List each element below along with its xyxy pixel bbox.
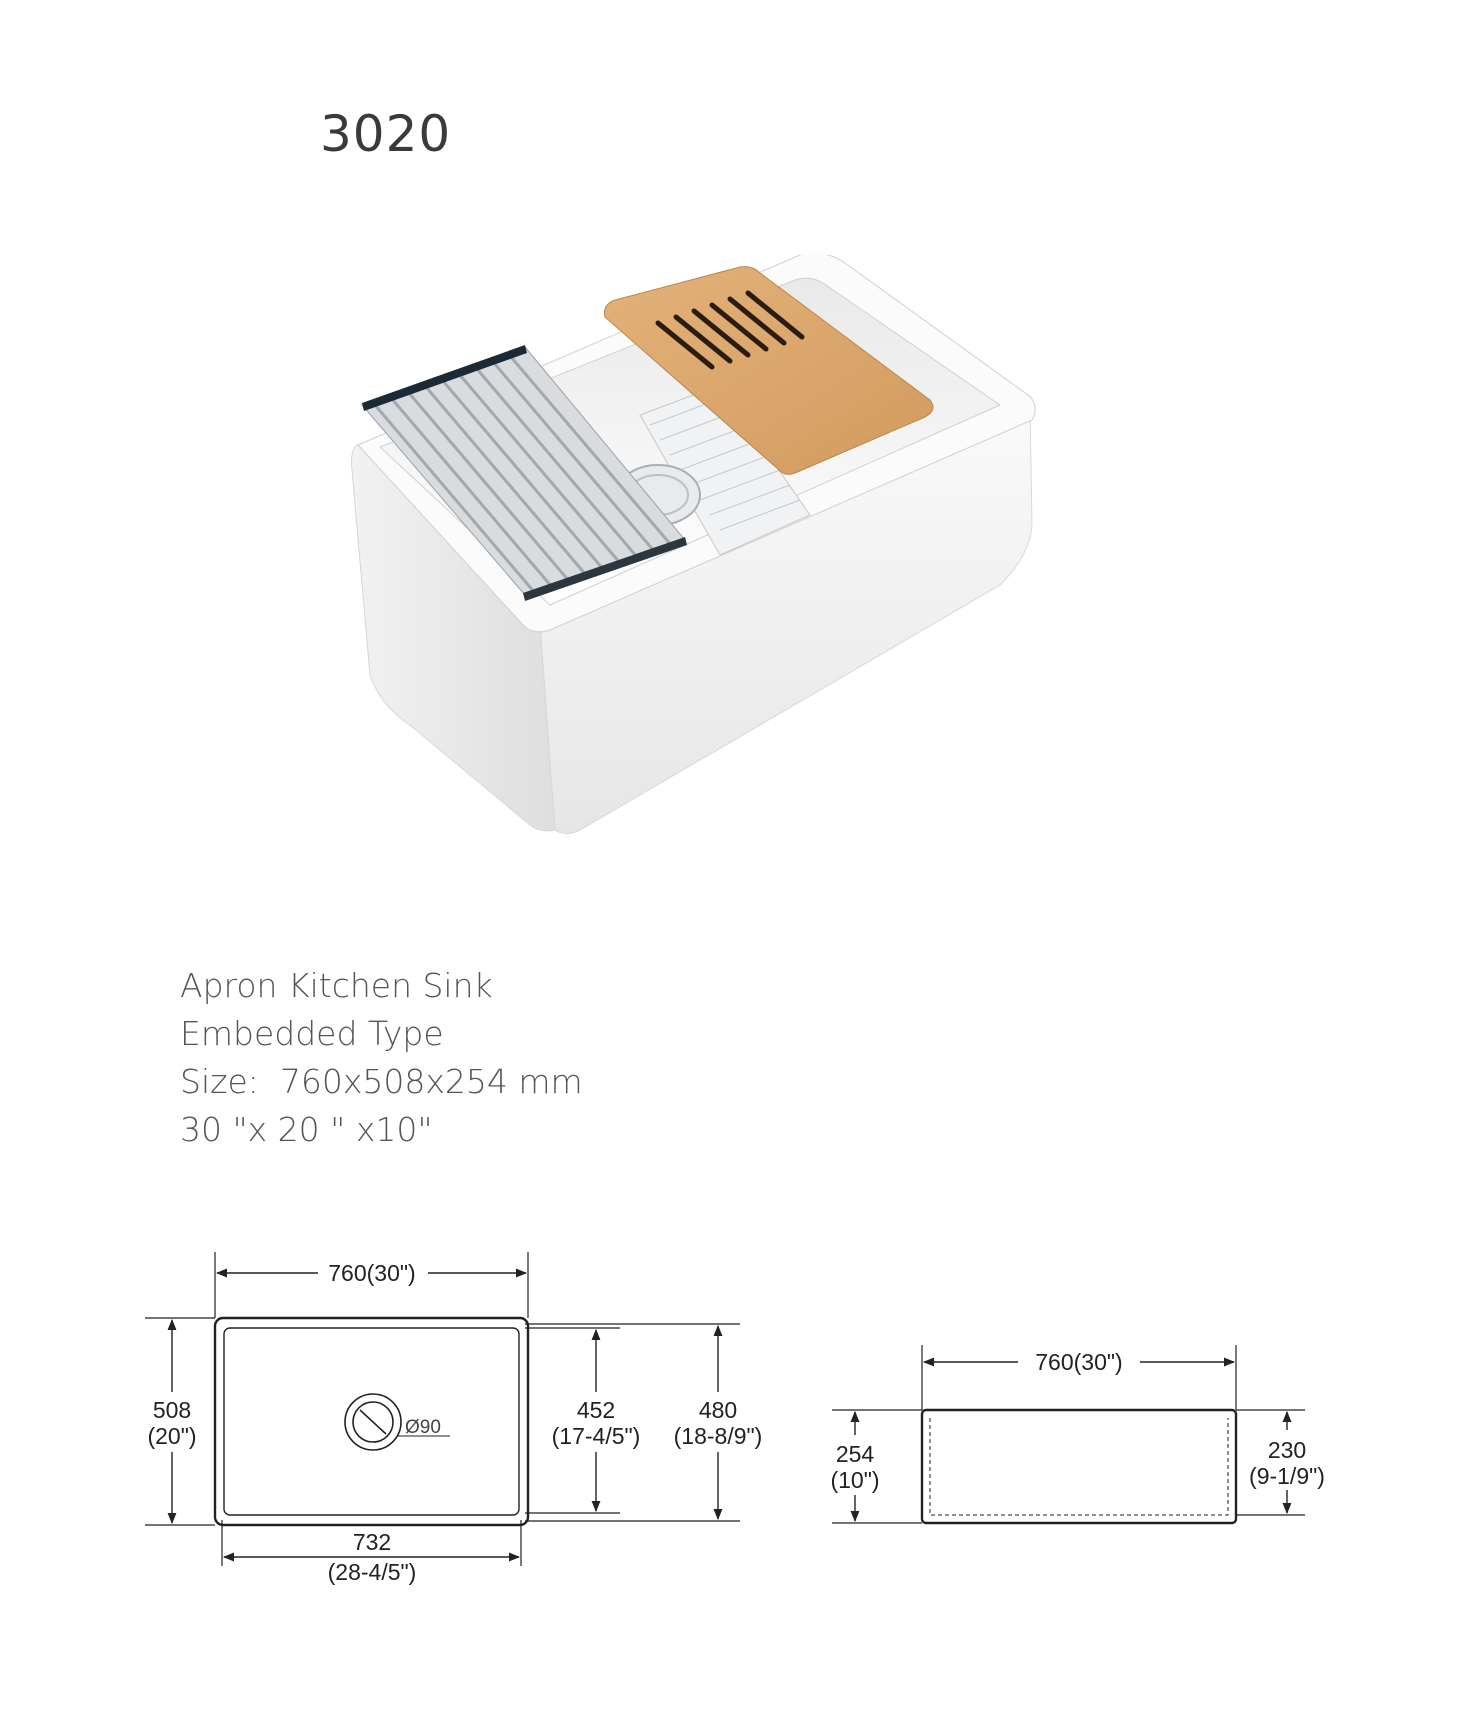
sink-product-image	[340, 255, 1040, 835]
front-width-label: 760(30")	[1035, 1349, 1123, 1375]
model-number: 3020	[320, 105, 452, 163]
depth-mm-label: 508	[152, 1397, 192, 1423]
inner-height-mm-label: 230	[1267, 1437, 1307, 1463]
height-in-label: (10")	[830, 1467, 880, 1493]
bottom-width-mm-label: 732	[352, 1529, 392, 1555]
drain-diameter-label: Ø90	[405, 1417, 441, 1438]
product-specs	[180, 962, 583, 1154]
depth-in-label: (20")	[147, 1423, 197, 1449]
spec-size-mm: Size: 760x508x254 mm	[180, 1062, 583, 1101]
bottom-width-in-label: (28-4/5")	[327, 1559, 417, 1585]
outer-depth-mm-label: 480	[698, 1397, 738, 1423]
height-mm-label: 254	[835, 1441, 875, 1467]
inner-height-in-label: (9-1/9")	[1249, 1463, 1325, 1489]
top-width-label: 760(30")	[328, 1260, 416, 1286]
inner-depth-in-label: (17-4/5")	[551, 1423, 641, 1449]
spec-install-type: Embedded Type	[180, 1014, 444, 1053]
inner-depth-mm-label: 452	[576, 1397, 616, 1423]
spec-size-inch: 30 "x 20 " x10"	[180, 1110, 433, 1149]
top-view-drawing	[145, 1252, 740, 1566]
outer-depth-in-label: (18-8/9")	[673, 1423, 763, 1449]
technical-drawings	[0, 1240, 1473, 1620]
spec-product-type: Apron Kitchen Sink	[180, 966, 493, 1005]
